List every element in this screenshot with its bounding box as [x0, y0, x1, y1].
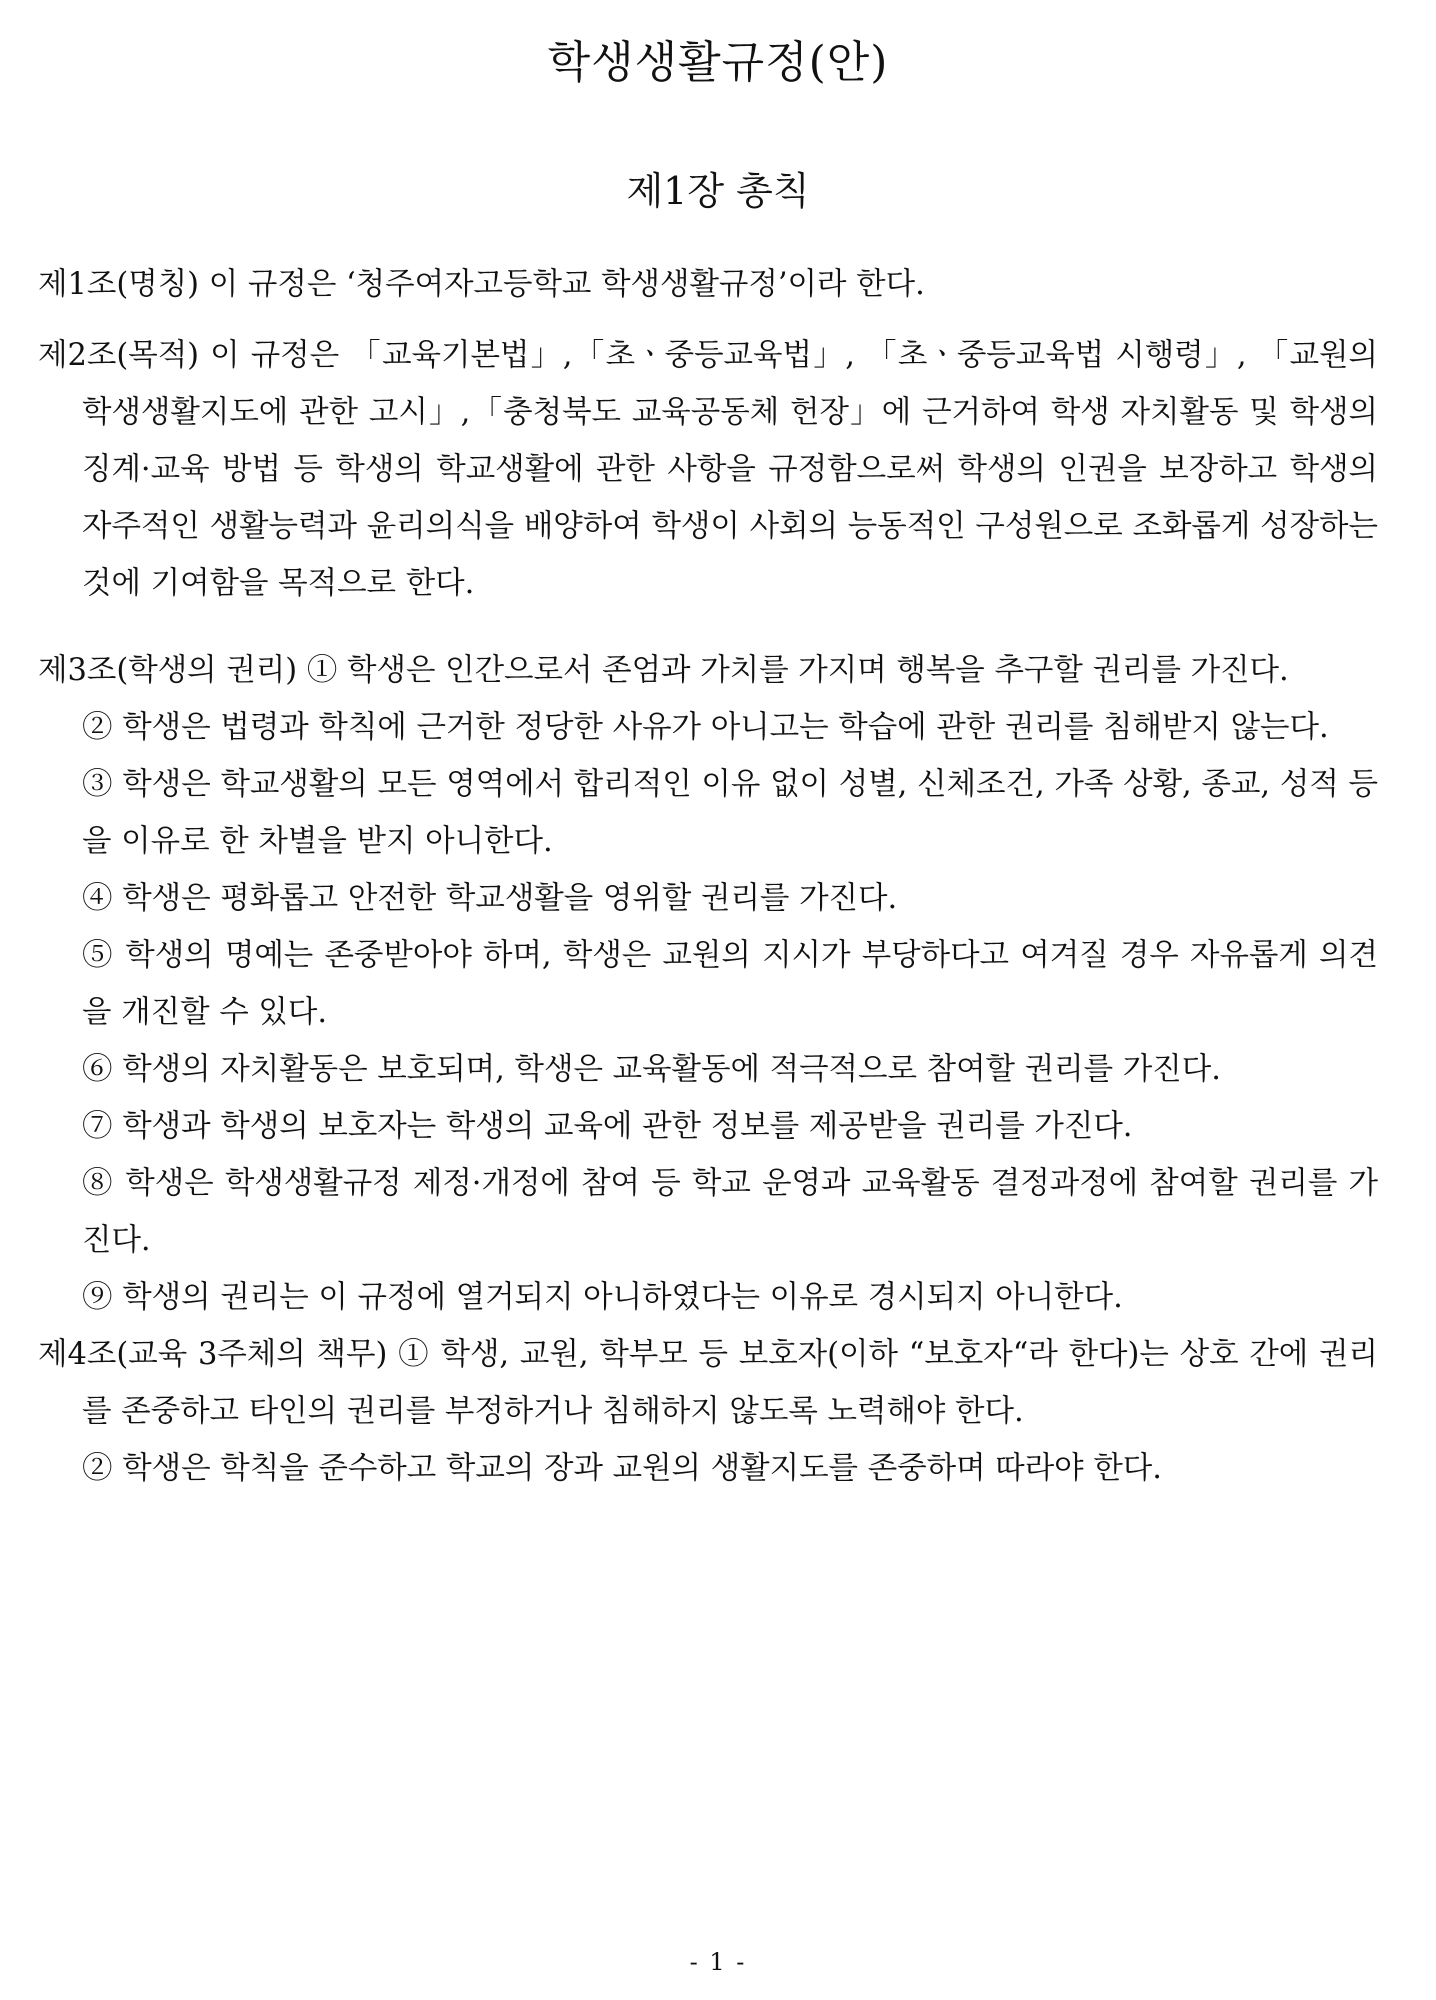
article-3-clause-9: ⑨ 학생의 권리는 이 규정에 열거되지 아니하였다는 이유로 경시되지 아니한다.: [82, 1280, 1123, 1315]
article-3-clause-8: ⑧ 학생은 학생생활규정 제정·개정에 참여 등 학교 운영과 교육활동 결정과정에 참여할 권리를 가진다.: [82, 1166, 1378, 1258]
article-1: 제1조(명칭) 이 규정은 ‘청주여자고등학교 학생생활규정’이라 한다.: [38, 267, 925, 302]
article-4: 제4조(교육 3주체의 책무) ① 학생, 교원, 학부모 등 보호자(이하 “보호자“라 한다)는 상호 간에 권리를 존중하고 타인의 권리를 부정하거나 침해하지 않도록 노력해야 한다.: [38, 1337, 1378, 1429]
article-3-clause-4: ④ 학생은 평화롭고 안전한 학교생활을 영위할 권리를 가진다.: [82, 881, 898, 916]
article-3-clause-7: ⑦ 학생과 학생의 보호자는 학생의 교육에 관한 정보를 제공받을 권리를 가진다.: [82, 1109, 1133, 1144]
article-3-clause-6: ⑥ 학생의 자치활동은 보호되며, 학생은 교육활동에 적극적으로 참여할 권리를 가진다.: [82, 1052, 1221, 1087]
document-body: [38, 256, 1378, 1497]
article-4-clause-2: ② 학생은 학칙을 준수하고 학교의 장과 교원의 생활지도를 존중하며 따라야 한다.: [82, 1451, 1162, 1486]
article-3-clause-5: ⑤ 학생의 명예는 존중받아야 하며, 학생은 교원의 지시가 부당하다고 여겨질 경우 자유롭게 의견을 개진할 수 있다.: [82, 938, 1378, 1030]
article-3-clause-3: ③ 학생은 학교생활의 모든 영역에서 합리적인 이유 없이 성별, 신체조건, 가족 상황, 종교, 성적 등을 이유로 한 차별을 받지 아니한다.: [82, 767, 1378, 859]
article-3: 제3조(학생의 권리) ① 학생은 인간으로서 존엄과 가치를 가지며 행복을 추구할 권리를 가진다.: [38, 653, 1289, 688]
page-number: - 1 -: [689, 1948, 747, 1976]
document-title: 학생생활규정(안): [547, 37, 889, 88]
article-3-clause-2: ② 학생은 법령과 학칙에 근거한 정당한 사유가 아니고는 학습에 관한 권리를 침해받지 않는다.: [82, 710, 1329, 745]
chapter-title: 제1장 총칙: [626, 169, 810, 213]
article-2: 제2조(목적) 이 규정은 「교육기본법」,「초ㆍ중등교육법」, 「초ㆍ중등교육법 시행령」, 「교원의 학생생활지도에 관한 고시」,「충청북도 교육공동체 헌장」에 근거하여 학생 자치활동 및 학생의 징계·교육 방법 등 학생의 학교생활에 관한 사항을 규정함으로써 학생의 인권을 보장하고 학생의 자주적인 생활능력과 윤리의식을 배양하여 학생이 사회의 능동적인 구성원으로 조화롭게 성장하는 것에 기여함을 목적으로 한다.: [38, 338, 1378, 601]
